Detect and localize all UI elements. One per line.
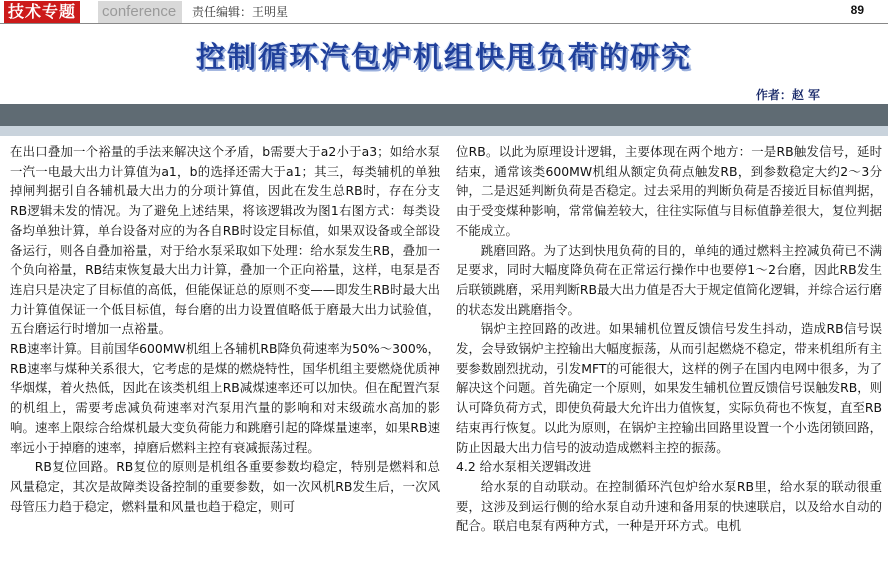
paragraph: 位RB。以此为原理设计逻辑，主要体现在两个地方：一是RB触发信号，延时结束，通常该类600MW机组从额定负荷点触发RB，到参数稳定大约2～3分钟，二是迟延判断负荷是否稳定。过去采用的判断负荷是否接近目标值判据，由于受变煤种影响，常常偏差较大，往往实际值与目标值静差很大，复位判据不能成立。 [456,144,882,238]
paragraph: 跳磨回路。为了达到快甩负荷的目的，单纯的通过燃料主控减负荷已不满足要求，同时大幅度降负荷在正常运行操作中也要停1～2台磨，因此RB发生后联锁跳磨，采用判断RB最大出力值是否大于规定值简化逻辑，并综合运行磨的状态发出跳磨指令。 [456,242,882,317]
section-english-label: conference [98,1,182,23]
right-column [456,142,882,536]
paragraph: 在出口叠加一个裕量的手法来解决这个矛盾，b需要大于a2小于a3；如给水泵一汽一电最大出力计算值为a1，b的选择还需大于a1；其三，每类辅机的单独掉闸判据引自各辅机最大出力的分项计算值，因此在发生总RB时，存在分支RB逻辑未发的情况。为了避免上述结果，将该逻辑改为图1右图方式：每类设备均单独计算，单台设备对应的为各自RB时设定目标值，如果双设备或全部设备运行，则各自叠加裕量，对于给水泵采取如下处理：给水泵发生RB，叠加一个负向裕量，RB结束恢复最大出力计算，叠加一个正向裕量，这样，电泵是否连启只是决定了目标值的高低，但能保证总的原则不变——即发生RB时最大出力计算值保证一个低目标值，每台磨的出力设置值略低于磨最大出力试验值，五台磨运行时增加一点裕量。 [10,144,440,337]
header-divider [0,23,888,24]
page-number: 89 [850,3,864,17]
page-header [0,0,888,24]
title-band-dark [0,104,888,126]
paragraph: 给水泵的自动联动。在控制循环汽包炉给水泵RB里，给水泵的联动很重要，这涉及到运行侧的给水泵自动升速和备用泵的快速联启，以及给水自动的配合。联启电泵有两种方式，一种是开环方式。电机 [456,478,882,534]
section-heading: 4.2 给水泵相关逻辑改进 [456,459,592,475]
article-author: 作者：赵 军 [755,88,820,102]
paragraph: 锅炉主控回路的改进。如果辅机位置反馈信号发生抖动，造成RB信号误发，会导致锅炉主控输出大幅度振荡，从而引起燃烧不稳定，带来机组所有主要参数剧烈扰动，引发MFT的可能很大，这样的例子在国内电网中很多，为了解决这个问题。首先确定一个原则，如果发生辅机位置反馈信号误触发RB，则认可降负荷方式，即使负荷最大允许出力值恢复，实际负荷也不恢复，直至RB结束再行恢复。以此为原则，在锅炉主控输出回路里设置一个小选闭锁回路，防止因最大出力信号的波动造成燃料主控的振荡。 [456,321,882,455]
paragraph: RB速率计算。目前国华600MW机组上各辅机RB降负荷速率为50%～300%，RB速率与煤种关系很大，它考虑的是煤的燃烧特性，国华机组主要燃烧优质神华烟煤，着火热低，因此在该类机组上RB减煤速率还可以加快。但在配置汽泵的机组上，需要考虑减负荷速率对汽泵用汽量的影响和对末级疏水高加的影响。速率上限综合给煤机最大变负荷能力和跳磨引起的降煤量速率，如果RB速率远小于掉磨的速率，掉磨后燃料主控有衰减振荡过程。 [10,341,440,455]
left-column [10,142,440,516]
section-badge: 技术专题 [4,1,80,23]
article-title: 控制循环汽包炉机组快甩负荷的研究 [195,40,692,74]
title-band-light [0,126,888,136]
editor-credit: 责任编辑：王明星 [192,5,289,19]
paragraph: RB复位回路。RB复位的原则是机组各重要参数均稳定，特别是燃料和总风量稳定，其次是故障类设备控制的重要参数，如一次风机RB发生后，一次风母管压力趋于稳定，燃料量和风量也趋于稳定，则可 [10,459,440,514]
